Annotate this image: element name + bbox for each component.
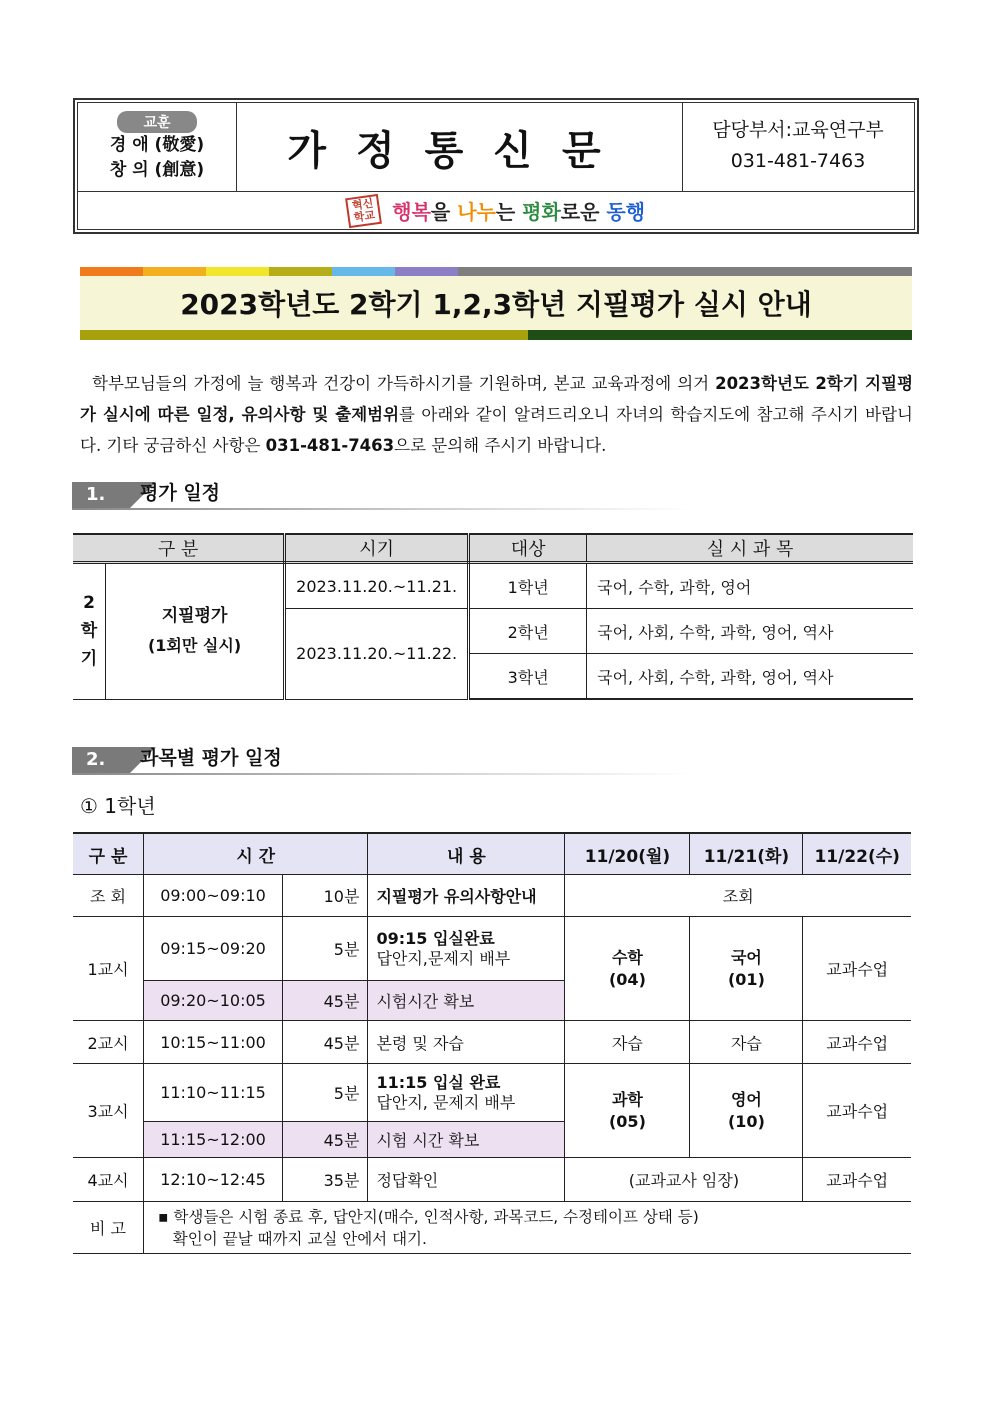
band-bottom-left bbox=[80, 330, 528, 340]
slogan: 행복을 나누는 평화로운 동행 bbox=[392, 200, 646, 224]
col-header: 시기 bbox=[285, 534, 469, 563]
duration-cell: 45분 bbox=[283, 1021, 368, 1064]
time-cell: 09:15~09:20 bbox=[144, 917, 283, 981]
motto-badge: 교훈 bbox=[117, 111, 196, 133]
band-segment bbox=[80, 267, 143, 276]
motto-line-1: 경 애 (敬愛) bbox=[109, 135, 205, 155]
content-cell: 정답확인 bbox=[368, 1158, 565, 1202]
newsletter-title-cell bbox=[236, 103, 683, 191]
time-cell: 11:15~12:00 bbox=[144, 1122, 283, 1158]
day-cell: 영어 (10) bbox=[690, 1064, 803, 1158]
band-segment bbox=[143, 267, 206, 276]
innovation-school-seal: 혁신 학교 bbox=[345, 193, 382, 227]
band-segment bbox=[206, 267, 269, 276]
band-segment bbox=[458, 267, 912, 276]
day-cell: 교과수업 bbox=[803, 1064, 911, 1158]
time-cell: 09:00~09:10 bbox=[144, 875, 283, 917]
motto-line-2: 창 의 (創意) bbox=[109, 160, 205, 180]
note-cell: ▪ 학생들은 시험 종료 후, 답안지(매수, 인적사항, 과목코드, 수정테이프 상태 등) 확인이 끝날 때까지 교실 안에서 대기. bbox=[144, 1202, 912, 1254]
day-cell: 과학 (05) bbox=[565, 1064, 690, 1158]
section-label: 과목별 평가 일정 bbox=[140, 747, 282, 769]
slogan-row bbox=[78, 191, 914, 229]
grade1-title: ① 1학년 bbox=[80, 794, 156, 818]
content-cell: 09:15 입실완료 답안지,문제지 배부 bbox=[368, 917, 565, 981]
duration-cell: 10분 bbox=[283, 875, 368, 917]
duration-cell: 45분 bbox=[283, 981, 368, 1021]
grade1-schedule-table bbox=[73, 832, 911, 1254]
day-cell: 교과수업 bbox=[803, 917, 911, 1021]
banner-title: 2023학년도 2학기 1,2,3학년 지필평가 실시 안내 bbox=[80, 276, 912, 330]
day-cell: 자습 bbox=[565, 1021, 690, 1064]
content-cell: 지필평가 유의사항안내 bbox=[368, 875, 565, 917]
section-number: 1. bbox=[72, 482, 130, 508]
band-segment bbox=[332, 267, 395, 276]
day-cell: 수학 (04) bbox=[565, 917, 690, 1021]
period-cell: 2023.11.20.~11.22. bbox=[285, 609, 469, 700]
grade-cell: 3학년 bbox=[469, 654, 587, 700]
grade-cell: 1학년 bbox=[469, 563, 587, 609]
col-header: 11/22(수) bbox=[803, 833, 911, 875]
exam-name-cell: 지필평가 (1회만 실시) bbox=[106, 563, 285, 700]
content-cell: 시험 시간 확보 bbox=[368, 1122, 565, 1158]
section-label: 평가 일정 bbox=[140, 482, 221, 504]
row-label: 2교시 bbox=[73, 1021, 144, 1064]
exam-schedule-table bbox=[73, 533, 913, 700]
time-cell: 10:15~11:00 bbox=[144, 1021, 283, 1064]
day-cell: 자습 bbox=[690, 1021, 803, 1064]
col-header: 실 시 과 목 bbox=[587, 534, 913, 563]
col-header: 11/21(화) bbox=[690, 833, 803, 875]
intro-paragraph: 학부모님들의 가정에 늘 행복과 건강이 가득하시기를 기원하며, 본교 교육과정에 의거 2023학년도 2학기 지필평가 실시에 따른 일정, 유의사항 및 출제범위를 아래와 같이 알려드리오니 자녀의 학습지도에 참고해 주시기 바랍니다. 기타 궁금하신 사항은 031-481-7463으로 문의해 주시기 바랍니다. bbox=[80, 374, 914, 455]
col-header: 대상 bbox=[469, 534, 587, 563]
duration-cell: 45분 bbox=[283, 1122, 368, 1158]
row-label: 조 회 bbox=[73, 875, 144, 917]
col-header: 시 간 bbox=[144, 833, 368, 875]
col-header: 11/20(월) bbox=[565, 833, 690, 875]
semester-cell: 2 학 기 bbox=[73, 563, 106, 700]
grade-cell: 2학년 bbox=[469, 609, 587, 654]
dept-name: 담당부서:교육연구부 bbox=[712, 119, 884, 141]
dept-phone: 031-481-7463 bbox=[730, 150, 866, 172]
day-cell: (교과교사 임장) bbox=[565, 1158, 803, 1202]
motto-cell bbox=[78, 103, 237, 191]
subjects-cell: 국어, 사회, 수학, 과학, 영어, 역사 bbox=[587, 609, 913, 654]
time-cell: 11:10~11:15 bbox=[144, 1064, 283, 1122]
content-cell: 11:15 입실 완료 답안지, 문제지 배부 bbox=[368, 1064, 565, 1122]
content-cell: 본령 및 자습 bbox=[368, 1021, 565, 1064]
dept-cell bbox=[682, 103, 914, 191]
newsletter-title: 가정통신문 bbox=[287, 127, 631, 174]
duration-cell: 5분 bbox=[283, 1064, 368, 1122]
band-bottom-right bbox=[528, 330, 912, 340]
header-box bbox=[73, 98, 919, 234]
day-cell: 교과수업 bbox=[803, 1158, 911, 1202]
col-header: 구 분 bbox=[73, 833, 144, 875]
section-number: 2. bbox=[72, 747, 130, 773]
duration-cell: 35분 bbox=[283, 1158, 368, 1202]
section-1-heading bbox=[72, 478, 692, 508]
subjects-cell: 국어, 사회, 수학, 과학, 영어, 역사 bbox=[587, 654, 913, 700]
duration-cell: 5분 bbox=[283, 917, 368, 981]
section-2-heading bbox=[72, 743, 692, 773]
row-label: 3교시 bbox=[73, 1064, 144, 1158]
time-cell: 09:20~10:05 bbox=[144, 981, 283, 1021]
band-segment bbox=[269, 267, 332, 276]
row-label: 4교시 bbox=[73, 1158, 144, 1202]
day-cell: 조회 bbox=[565, 875, 911, 917]
day-cell: 국어 (01) bbox=[690, 917, 803, 1021]
time-cell: 12:10~12:45 bbox=[144, 1158, 283, 1202]
col-header: 구 분 bbox=[73, 534, 285, 563]
period-cell: 2023.11.20.~11.21. bbox=[285, 563, 469, 609]
band-segment bbox=[395, 267, 458, 276]
day-cell: 교과수업 bbox=[803, 1021, 911, 1064]
subjects-cell: 국어, 수학, 과학, 영어 bbox=[587, 563, 913, 609]
row-label: 1교시 bbox=[73, 917, 144, 1021]
content-cell: 시험시간 확보 bbox=[368, 981, 565, 1021]
row-label: 비 고 bbox=[73, 1202, 144, 1254]
col-header: 내 용 bbox=[368, 833, 565, 875]
